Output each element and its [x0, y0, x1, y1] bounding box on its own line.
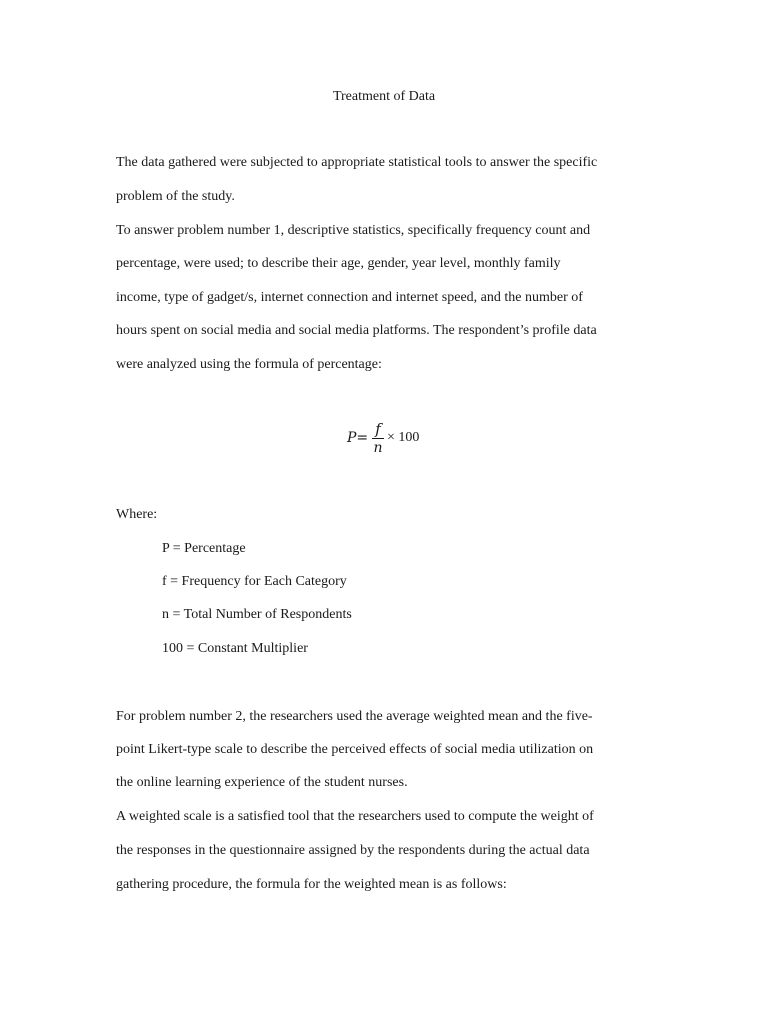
document-title: Treatment of Data	[332, 89, 436, 104]
definition-item: n = Total Number of Respondents	[162, 607, 352, 622]
formula-denominator: n	[373, 440, 383, 456]
paragraph-line: income, type of gadget/s, internet connection and internet speed, and the number of	[116, 290, 583, 305]
paragraph-line: The data gathered were subjected to appropriate statistical tools to answer the specific	[116, 155, 598, 170]
paragraph-line: For problem number 2, the researchers used the average weighted mean and the five-	[116, 709, 593, 724]
paragraph-line: To answer problem number 1, descriptive statistics, specifically frequency count and	[116, 223, 591, 238]
formula-rhs: × 100	[387, 430, 420, 445]
definition-item: 100 = Constant Multiplier	[162, 641, 308, 656]
paragraph-line: point Likert-type scale to describe the perceived effects of social media utilization on	[116, 742, 594, 757]
definition-item: P = Percentage	[162, 541, 246, 556]
paragraph-line: the responses in the questionnaire assigned by the respondents during the actual data	[116, 843, 590, 858]
paragraph-line: hours spent on social media and social media platforms. The respondent’s profile data	[116, 323, 597, 338]
paragraph-line: problem of the study.	[116, 189, 235, 204]
paragraph-line: gathering procedure, the formula for the weighted mean is as follows:	[116, 877, 507, 892]
paragraph-line: were analyzed using the formula of percentage:	[116, 357, 382, 372]
paragraph-line: A weighted scale is a satisfied tool that the researchers used to compute the weight of	[116, 809, 594, 824]
definition-item: f = Frequency for Each Category	[162, 574, 347, 589]
formula-numerator: f	[375, 420, 381, 438]
paragraph-line: the online learning experience of the student nurses.	[116, 775, 408, 790]
formula-fraction	[372, 421, 384, 456]
where-label: Where:	[116, 507, 158, 522]
fraction-bar	[372, 438, 384, 439]
formula-lhs: P=	[347, 430, 369, 446]
paragraph-line: percentage, were used; to describe their age, gender, year level, monthly family	[116, 256, 561, 271]
